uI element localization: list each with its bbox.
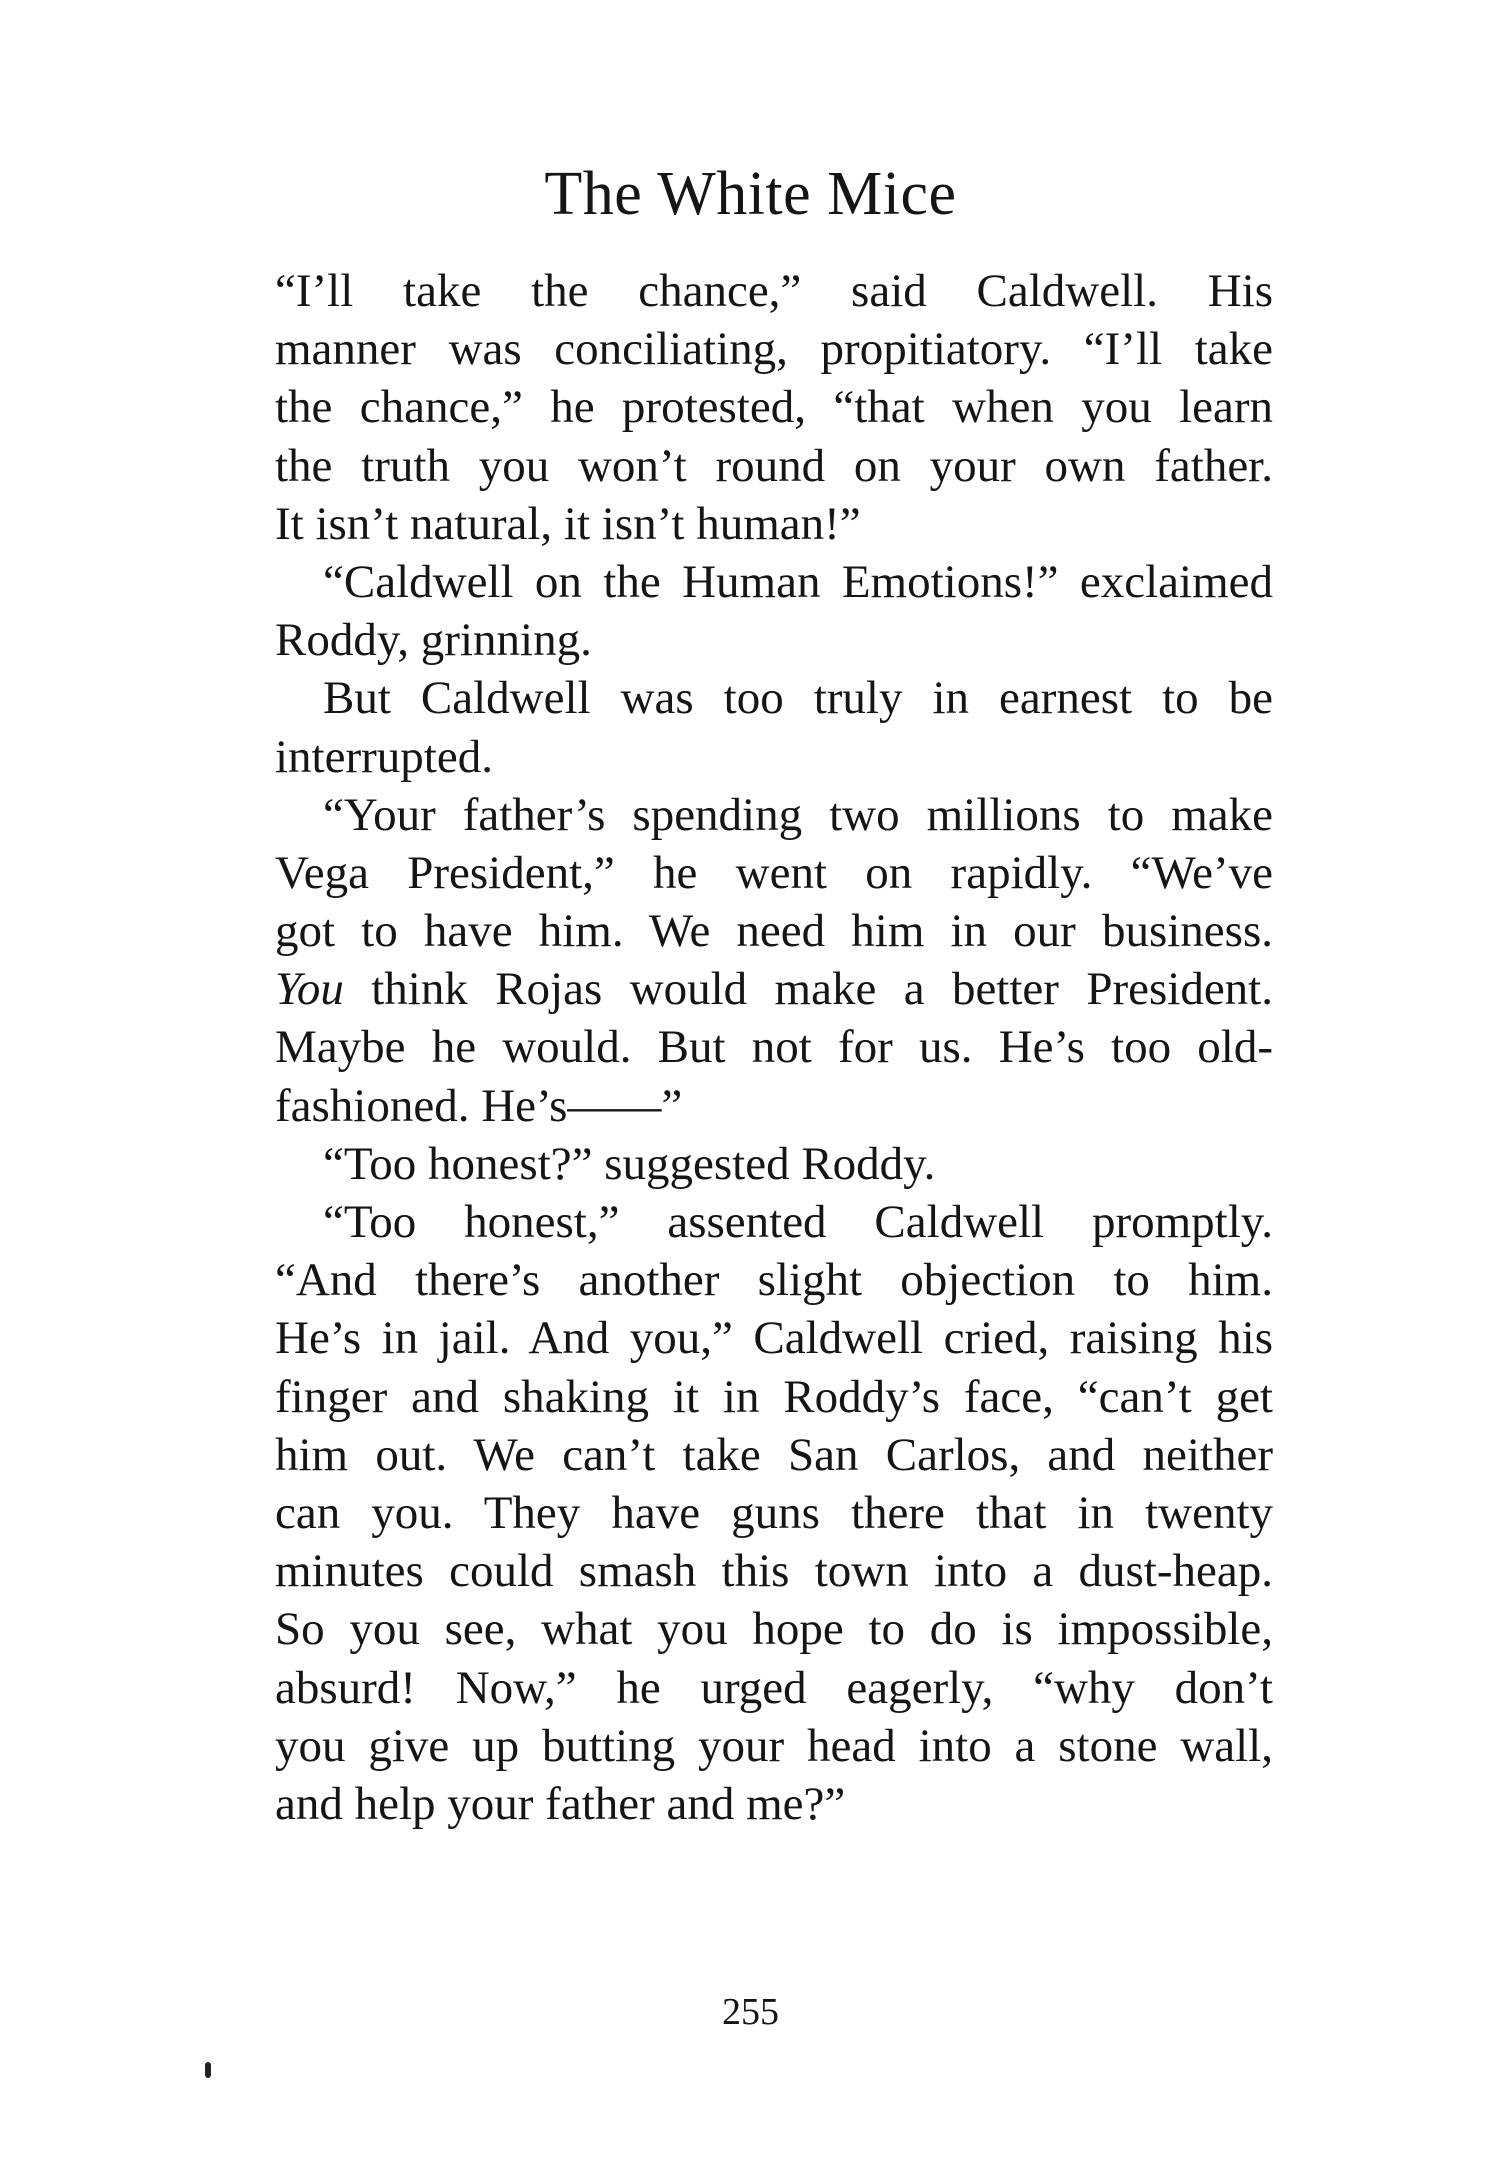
page-number: 255 bbox=[722, 1991, 779, 2033]
text-line: Vega President,” he went on rapidly. “We’ve bbox=[275, 846, 1273, 899]
text-line: can you. They have guns there that in twenty bbox=[275, 1486, 1273, 1539]
text-line: manner was conciliating, propitiatory. “I’ll take bbox=[275, 323, 1273, 376]
text-line: and help your father and me?” bbox=[275, 1777, 846, 1830]
line-rest: think Rojas would make a better President. bbox=[343, 963, 1273, 1016]
text-line: him out. We can’t take San Carlos, and neither bbox=[275, 1428, 1273, 1481]
text-line: Maybe he would. But not for us. He’s too old- bbox=[275, 1021, 1273, 1074]
running-head: The White Mice bbox=[544, 160, 957, 228]
text-line: “Your father’s spending two millions to make bbox=[323, 788, 1273, 841]
italic-word: You bbox=[275, 963, 344, 1016]
ink-speck bbox=[205, 2062, 211, 2078]
text-line: He’s in jail. And you,” Caldwell cried, raising his bbox=[275, 1312, 1273, 1365]
text-line: It isn’t natural, it isn’t human!” bbox=[275, 497, 861, 550]
text-line: minutes could smash this town into a dust-heap. bbox=[275, 1545, 1273, 1598]
text-line: absurd! Now,” he urged eagerly, “why don’t bbox=[275, 1661, 1273, 1714]
text-line: Roddy, grinning. bbox=[275, 614, 592, 667]
body-text bbox=[275, 262, 1273, 1833]
text-line: interrupted. bbox=[275, 730, 493, 783]
text-line: “Too honest,” assented Caldwell promptly. bbox=[323, 1196, 1273, 1248]
text-line bbox=[275, 960, 1273, 1018]
text-line: finger and shaking it in Roddy’s face, “can’t get bbox=[275, 1370, 1273, 1423]
text-line: you give up butting your head into a stone wall, bbox=[275, 1719, 1273, 1772]
text-line: But Caldwell was too truly in earnest to be bbox=[323, 672, 1273, 725]
text-line: “Too honest?” suggested Roddy. bbox=[323, 1137, 936, 1190]
text-line: “Caldwell on the Human Emotions!” exclaimed bbox=[323, 555, 1273, 608]
text-line: the truth you won’t round on your own father. bbox=[275, 439, 1273, 492]
text-line: So you see, what you hope to do is impossible, bbox=[275, 1603, 1273, 1656]
text-line: “I’ll take the chance,” said Caldwell. His bbox=[275, 265, 1273, 317]
text-line: fashioned. He’s——” bbox=[275, 1079, 683, 1132]
text-line: the chance,” he protested, “that when you learn bbox=[275, 381, 1273, 434]
text-line: got to have him. We need him in our business. bbox=[275, 905, 1273, 958]
text-line: “And there’s another slight objection to him. bbox=[275, 1254, 1273, 1307]
